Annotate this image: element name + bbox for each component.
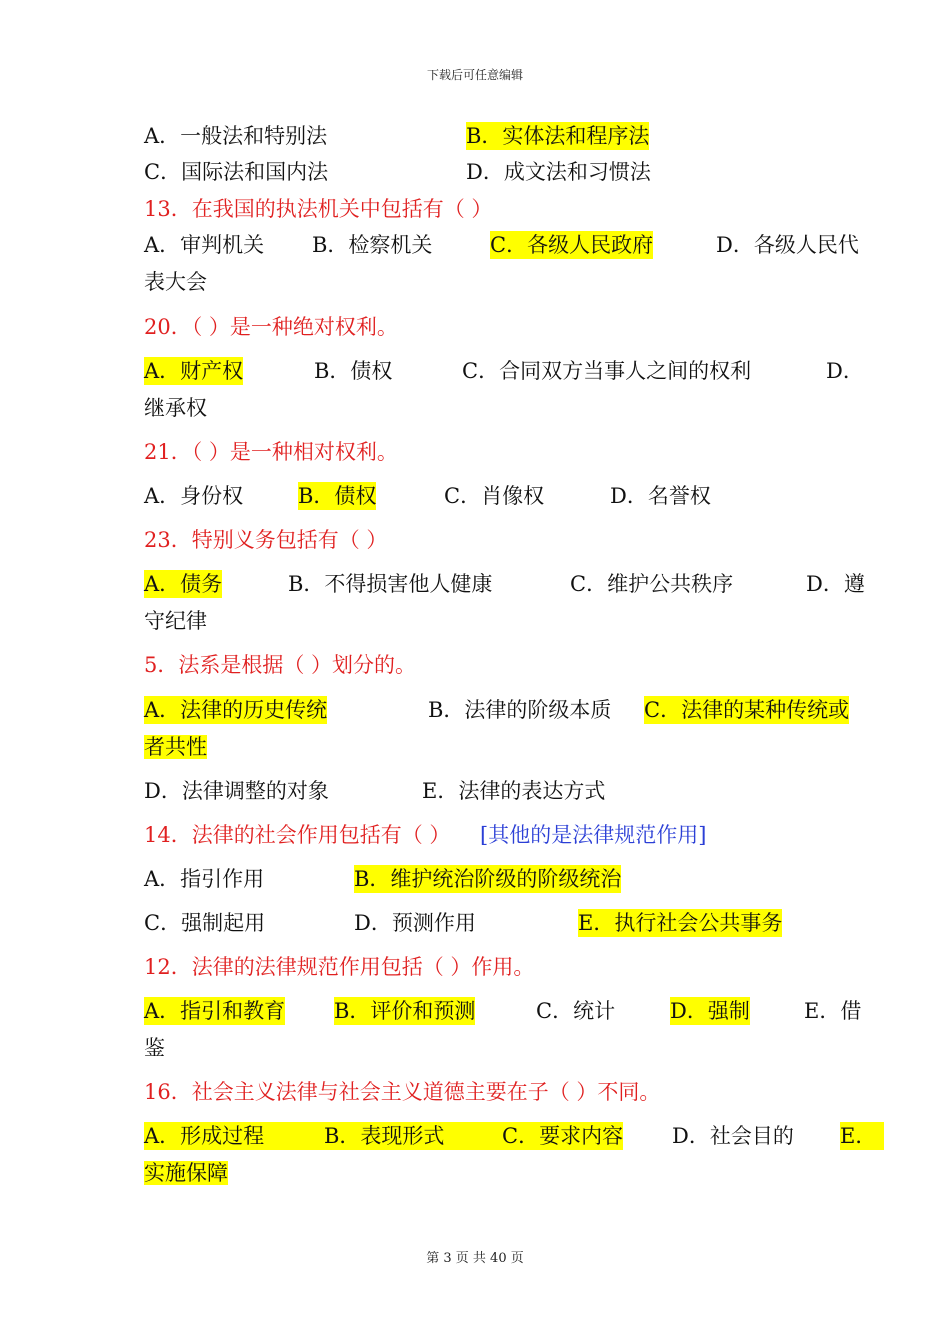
option-d-continued: 继承权 (144, 396, 207, 420)
question-14: 14．法律的社会作用包括有（ ） (144, 823, 451, 847)
option-c: C．强制起用 (144, 911, 266, 935)
option-e-answer: E．执行社会公共事务 (578, 911, 783, 935)
option-b: B．法律的阶级本质 (428, 698, 612, 722)
option-b: B．债权 (314, 359, 393, 383)
option-c: C．合同双方当事人之间的权利 (462, 359, 752, 383)
option-a: A．审判机关 (144, 233, 265, 257)
question-5: 5．法系是根据（ ）划分的。 (144, 653, 417, 677)
option-d: D．法律调整的对象 (144, 779, 329, 803)
question-12: 12．法律的法律规范作用包括（ ）作用。 (144, 955, 535, 979)
option-a-answer: A．财产权 (144, 359, 244, 383)
option-e: E．法律的表达方式 (422, 779, 606, 803)
option-b: B．检察机关 (312, 233, 433, 257)
option-c-continued (144, 733, 207, 761)
question-20: 20．（ ）是一种绝对权利。 (144, 315, 398, 339)
option-a: A．身份权 (144, 484, 244, 508)
option-e-answer-continued: 实施保障 (144, 1161, 228, 1185)
option-c: C．统计 (536, 999, 616, 1023)
option-b-answer: B．债权 (298, 484, 377, 508)
option-d: D． (826, 359, 864, 383)
option-a-answer: A．指引和教育 (144, 999, 286, 1023)
option-d: D．遵 (806, 572, 865, 596)
page-header: 下载后可任意编辑 (426, 68, 523, 82)
option-b-answer: B．评价和预测 (334, 999, 476, 1023)
option-c: C．维护公共秩序 (570, 572, 734, 596)
question-21: 21．（ ）是一种相对权利。 (144, 440, 398, 464)
option-c: C．国际法和国内法 (144, 160, 329, 184)
option-c-answer-continued: 者共性 (144, 735, 207, 759)
option-d-continued: 守纪律 (144, 609, 207, 633)
option-d: D．各级人民代 (716, 233, 859, 257)
option-d-answer: D．强制 (670, 999, 750, 1023)
question-23: 23．特别义务包括有（ ） (144, 528, 388, 552)
option-c-answer: C．各级人民政府 (490, 233, 654, 257)
question-13: 13．在我国的执法机关中包括有（ ） (144, 197, 493, 221)
option-e-answer: E． (840, 1122, 884, 1150)
option-e-continued (144, 1159, 228, 1187)
option-d-continued: 表大会 (144, 270, 207, 294)
option-d: D．预测作用 (354, 911, 476, 935)
option-c: C．肖像权 (444, 484, 545, 508)
option-a-answer: A．法律的历史传统 (144, 698, 328, 722)
option-e-continued: 鉴 (144, 1036, 165, 1060)
option-e: E．借 (804, 999, 862, 1023)
option-d: D．成文法和习惯法 (466, 160, 651, 184)
option-a-answer: A．债务 (144, 572, 223, 596)
option-c-answer: C．法律的某种传统或 (644, 698, 850, 722)
option-b-answer: B．实体法和程序法 (466, 124, 650, 148)
question-16: 16．社会主义法律与社会主义道德主要在子（ ）不同。 (144, 1080, 661, 1104)
option-b: B．不得损害他人健康 (288, 572, 493, 596)
option-a: A．指引作用 (144, 867, 265, 891)
option-c-answer: C．要求内容 (502, 1124, 624, 1148)
option-a: A．一般法和特别法 (144, 124, 328, 148)
question-14-note: [其他的是法律规范作用] (480, 823, 707, 847)
option-b-answer: B．表现形式 (324, 1122, 502, 1150)
page-footer: 第 3 页 共 40 页 (426, 1251, 524, 1266)
option-d: D．社会目的 (672, 1124, 794, 1148)
option-a-answer: A．形成过程 (144, 1122, 324, 1150)
option-b-answer: B．维护统治阶级的阶级统治 (354, 867, 622, 891)
option-d: D．名誉权 (610, 484, 711, 508)
